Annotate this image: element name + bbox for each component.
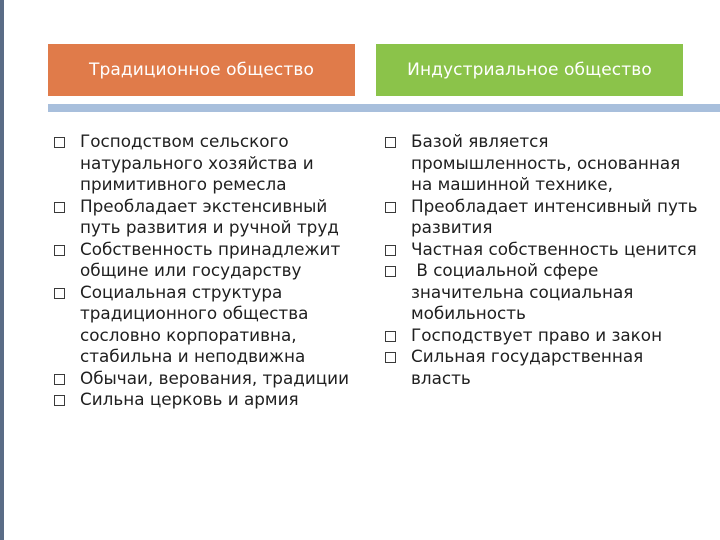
list-item: [52, 196, 352, 239]
list-item-text: Господствует право и закон: [411, 324, 663, 345]
list-item-text: Частная собственность ценится: [411, 238, 697, 259]
list-item: [383, 346, 703, 389]
industrial-society-list: [383, 131, 703, 389]
traditional-society-title: Традиционное общество: [88, 60, 315, 80]
square-bullet-icon: [385, 352, 396, 363]
list-item-text: В социальной сфере значительна социальная мобильность: [411, 260, 639, 323]
list-item-text: Преобладает экстенсивный путь развития и ручной труд: [80, 195, 339, 237]
list-item-text: Обычаи, верования, традиции: [80, 367, 349, 388]
square-bullet-icon: [385, 266, 396, 277]
square-bullet-icon: [385, 331, 396, 342]
list-item: [383, 239, 703, 261]
square-bullet-icon: [54, 395, 65, 406]
list-item-text: Собственность принадлежит общине или государству: [80, 238, 341, 280]
square-bullet-icon: [54, 137, 65, 148]
square-bullet-icon: [54, 202, 65, 213]
list-item: [52, 239, 352, 282]
traditional-society-list: [52, 131, 352, 411]
list-item-text: Преобладает интенсивный путь развития: [411, 195, 698, 237]
list-item: [383, 131, 703, 196]
list-item: [383, 196, 703, 239]
square-bullet-icon: [385, 202, 396, 213]
list-item: [52, 389, 352, 411]
list-item-text: Сильная государственная власть: [411, 346, 644, 388]
list-item: [52, 282, 352, 368]
square-bullet-icon: [54, 245, 65, 256]
list-item-text: Господством сельского натурального хозяйства и примитивного ремесла: [80, 131, 314, 194]
industrial-society-title: Индустриальное общество: [407, 60, 652, 80]
list-item: [383, 325, 703, 347]
list-item: [52, 368, 352, 390]
list-item: [383, 260, 703, 325]
square-bullet-icon: [54, 288, 65, 299]
list-item-text: Базой является промышленность, основанная на машинной технике,: [411, 131, 681, 194]
traditional-society-header: [48, 44, 355, 96]
square-bullet-icon: [54, 374, 65, 385]
divider-band: [48, 104, 720, 112]
square-bullet-icon: [385, 245, 396, 256]
list-item-text: Сильна церковь и армия: [80, 389, 299, 409]
industrial-society-header: [376, 44, 683, 96]
square-bullet-icon: [385, 137, 396, 148]
list-item-text: Социальная структура традиционного общества сословно корпоративна, стабильна и неподвижна: [80, 281, 309, 366]
slide-left-border: [0, 0, 4, 540]
list-item: [52, 131, 352, 196]
